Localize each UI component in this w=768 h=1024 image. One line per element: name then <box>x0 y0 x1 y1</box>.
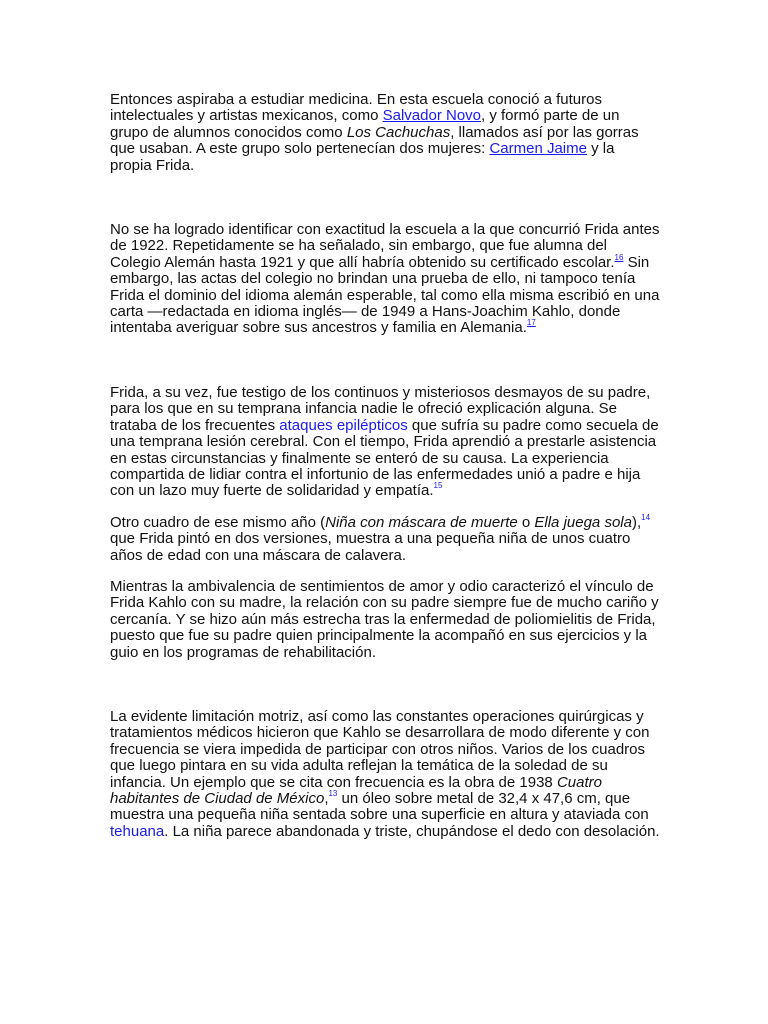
italic-text: Ella juega sola <box>534 513 632 531</box>
text: , y formó parte de un grupo de alumnos conocidos como <box>110 107 620 141</box>
text: , <box>324 790 329 807</box>
text: . La niña parece abandonada y triste, chupándose el dedo con desolación. <box>164 822 660 840</box>
paragraph-padre <box>110 385 660 500</box>
spacer <box>110 337 660 385</box>
text: , llamados así por las gorras que usaban. A este grupo solo pertenecían dos mujeres: <box>110 123 639 158</box>
footnote-ref[interactable]: 17 <box>526 318 536 328</box>
italic-text: Cuatro habitantes de Ciudad de México <box>110 773 602 807</box>
link-salvador-novo[interactable]: Salvador Novo <box>382 107 482 125</box>
spacer <box>110 661 660 709</box>
text: Sin embargo, las actas del colegio no brindan una prueba de ello, ni tampoco tenía Frida el dominio del idioma alemán esperable, tal como ella misma escribió en una carta —redactada en idioma inglés— de 1949 a Hans-Joachim Kahlo, donde intentaba averiguar sobre sus ancestros y familia en Alemania. <box>110 253 660 337</box>
text: y la propia Frida. <box>110 140 615 174</box>
text: Frida, a su vez, fue testigo de los continuos y misteriosos desmayos de su padre, para los que en su temprana infancia nadie le ofreció explicación alguna. Se trataba de los frecuentes <box>110 383 651 434</box>
text: un óleo sobre metal de 32,4 x 47,6 cm, que muestra una pequeña niña sentada sobre una superficie en altura y ataviada con <box>110 790 649 824</box>
text: La evidente limitación motriz, así como las constantes operaciones quirúrgicas y tratamientos médicos hicieron que Kahlo se desarrollara de modo diferente y con frecuencia se viera impedida de participar con otros niños. Varios de los cuadros que luego pintara en su vida adulta reflejan la temática de la soledad de su infancia. Un ejemplo que se cita con frecuencia es la obra de 1938 <box>110 707 650 791</box>
document-page <box>110 92 660 840</box>
text: ), <box>631 513 642 531</box>
link-tehuana[interactable]: tehuana <box>110 822 165 840</box>
footnote-ref[interactable]: 16 <box>614 252 624 262</box>
paragraph-escuela <box>110 92 660 174</box>
italic-text: Los Cachuchas <box>346 123 451 141</box>
spacer <box>110 174 660 222</box>
paragraph-ambivalencia <box>110 579 660 661</box>
text: No se ha logrado identificar con exactitud la escuela a la que concurrió Frida antes de 1922. Repetidamente se ha señalado, sin embargo, que fue alumna del Colegio Alemán hasta 1921 y que allí habría obtenido su certificado escolar. <box>110 221 660 271</box>
text: que sufría su padre como secuela de una temprana lesión cerebral. Con el tiempo, Frida aprendió a prestarle asistencia en estas circunstancias y finalmente se enteró de su causa. La experiencia compartida de lidiar contra el infortunio de las enfermedades unió a padre e hija con un lazo muy fuerte de solidaridad y empatía. <box>110 416 659 500</box>
text: o <box>517 513 535 531</box>
paragraph-colegio <box>110 222 660 337</box>
text: que Frida pintó en dos versiones, muestra a una pequeña niña de unos cuatro años de edad con una máscara de calavera. <box>110 530 631 564</box>
footnote-ref[interactable]: 14 <box>641 512 651 522</box>
paragraph-otro-cuadro <box>110 512 660 564</box>
link-carmen-jaime[interactable]: Carmen Jaime <box>489 140 587 158</box>
text: Entonces aspiraba a estudiar medicina. En esta escuela conoció a futuros intelectuales y artistas mexicanos, como <box>110 91 602 125</box>
footnote-ref[interactable]: 13 <box>328 789 338 798</box>
link-ataques-epilepticos[interactable]: ataques epilépticos <box>279 416 408 434</box>
text: Mientras la ambivalencia de sentimientos de amor y odio caracterizó el vínculo de Frida Kahlo con su madre, la relación con su padre siempre fue de mucho cariño y cercanía. Y se hizo aún más estrecha tras la enfermedad de poliomielitis de Frida, puesto que fue su padre quien principalmente la acompañó en sus ejercicios y la guio en los programas de rehabilitación. <box>110 577 659 661</box>
text: Otro cuadro de ese mismo año ( <box>110 513 326 531</box>
paragraph-limitacion <box>110 709 660 840</box>
footnote-ref[interactable]: 15 <box>433 481 443 491</box>
italic-text: Niña con máscara de muerte <box>325 513 518 531</box>
